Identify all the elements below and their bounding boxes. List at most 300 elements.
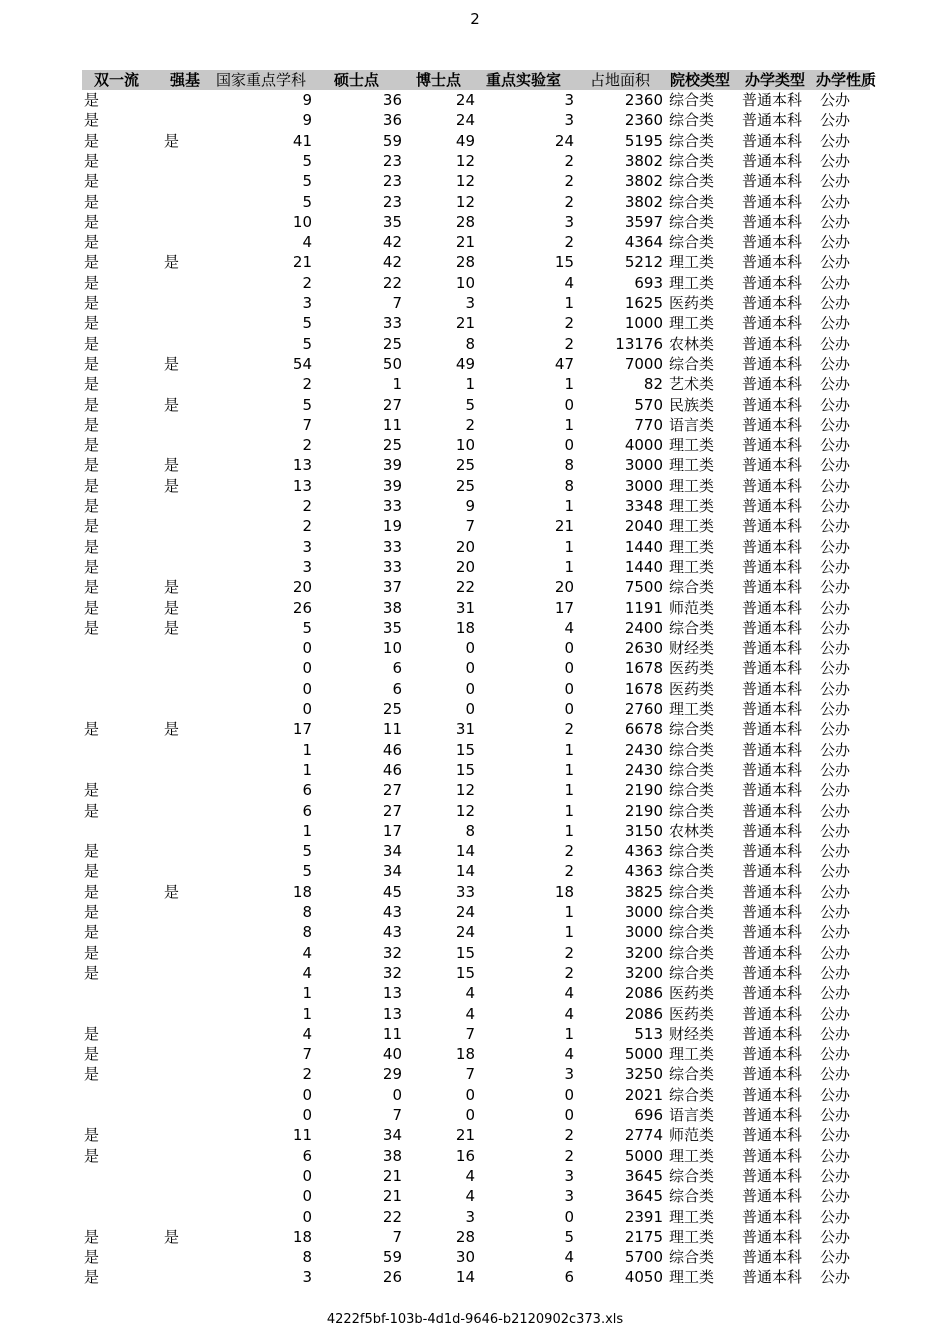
cell-double-first-class: 是: [84, 720, 100, 739]
table-row: [82, 171, 870, 191]
cell-strong-foundation: 是: [164, 882, 180, 901]
cell-double-first-class: 是: [84, 314, 100, 333]
cell-land-area: 1440: [624, 537, 663, 556]
cell-doctoral-programs: 0: [465, 639, 475, 658]
cell-double-first-class: 是: [84, 415, 100, 434]
table-row: [82, 598, 870, 618]
cell-double-first-class: [84, 1207, 124, 1227]
table-row: [82, 110, 870, 130]
cell-masters-programs: 38: [382, 598, 402, 617]
cell-doctoral-programs: 12: [455, 781, 475, 800]
cell-strong-foundation: 是: [164, 253, 180, 272]
cell-strong-foundation: [164, 1247, 204, 1267]
cell-land-area: 3200: [624, 943, 663, 962]
cell-key-labs: 21: [554, 517, 574, 536]
cell-strong-foundation: 是: [164, 456, 180, 475]
cell-key-disciplines: 1: [302, 760, 312, 779]
cell-key-disciplines: 3: [302, 294, 312, 312]
cell-doctoral-programs: 12: [455, 172, 475, 191]
cell-school-type: 普通本科: [742, 781, 803, 800]
cell-strong-foundation: [164, 1064, 204, 1084]
table-row: [82, 516, 870, 536]
cell-key-labs: 47: [554, 354, 574, 373]
table-row: [82, 415, 870, 435]
cell-key-labs: 2: [564, 151, 574, 170]
cell-school-type: 普通本科: [742, 618, 803, 637]
cell-school-type: 普通本科: [742, 1045, 803, 1064]
cell-double-first-class: 是: [84, 1126, 100, 1145]
cell-land-area: 5000: [624, 1045, 663, 1064]
table-row: [82, 1085, 870, 1105]
cell-strong-foundation: [164, 334, 204, 354]
cell-masters-programs: 19: [382, 517, 402, 536]
cell-key-disciplines: 0: [302, 1085, 312, 1104]
cell-masters-programs: 29: [382, 1065, 402, 1084]
header-strong-foundation: 强基: [170, 71, 201, 89]
header-school-nature: 办学性质: [816, 71, 877, 89]
cell-double-first-class: 是: [84, 131, 100, 150]
cell-strong-foundation: [164, 435, 204, 455]
cell-land-area: 3645: [624, 1187, 663, 1206]
cell-school-category: 综合类: [669, 618, 715, 637]
cell-double-first-class: 是: [84, 476, 100, 495]
table-row: [82, 354, 870, 374]
cell-key-disciplines: 4: [302, 1024, 312, 1043]
table-row: [82, 882, 870, 902]
cell-school-category: 理工类: [669, 557, 715, 576]
cell-school-nature: 公办: [820, 1085, 851, 1104]
cell-double-first-class: [84, 821, 124, 841]
cell-school-type: 普通本科: [742, 1004, 803, 1023]
cell-key-labs: 0: [564, 436, 574, 455]
cell-school-category: 综合类: [669, 801, 715, 820]
cell-double-first-class: 是: [84, 436, 100, 455]
cell-key-labs: 1: [564, 903, 574, 921]
cell-school-type: 普通本科: [742, 395, 803, 414]
cell-key-disciplines: 5: [302, 618, 312, 637]
cell-school-category: 综合类: [669, 943, 715, 962]
cell-key-disciplines: 3: [302, 537, 312, 556]
cell-masters-programs: 40: [382, 1045, 402, 1064]
cell-double-first-class: 是: [84, 1268, 100, 1287]
cell-land-area: 3802: [624, 192, 663, 211]
cell-doctoral-programs: 15: [455, 943, 475, 962]
cell-school-type: 普通本科: [742, 1268, 803, 1287]
table-row: [82, 861, 870, 881]
cell-doctoral-programs: 33: [455, 882, 475, 901]
cell-masters-programs: 13: [382, 984, 402, 1003]
cell-doctoral-programs: 24: [455, 111, 475, 130]
cell-school-type: 普通本科: [742, 1065, 803, 1084]
cell-school-type: 普通本科: [742, 273, 803, 292]
cell-doctoral-programs: 12: [455, 192, 475, 211]
cell-school-nature: 公办: [820, 212, 851, 231]
cell-strong-foundation: [164, 1166, 204, 1186]
cell-key-disciplines: 2: [302, 497, 312, 515]
cell-key-disciplines: 8: [302, 1248, 312, 1267]
cell-double-first-class: 是: [84, 578, 100, 597]
cell-school-type: 普通本科: [742, 192, 803, 211]
cell-masters-programs: 59: [382, 131, 402, 150]
cell-key-labs: 0: [564, 1106, 574, 1124]
cell-land-area: 3200: [624, 963, 663, 982]
cell-school-type: 普通本科: [742, 131, 803, 150]
cell-doctoral-programs: 18: [455, 618, 475, 637]
cell-strong-foundation: 是: [164, 395, 180, 414]
cell-strong-foundation: [164, 1024, 204, 1044]
cell-masters-programs: 35: [382, 212, 402, 231]
cell-strong-foundation: 是: [164, 578, 180, 597]
cell-school-type: 普通本科: [742, 659, 803, 678]
cell-school-type: 普通本科: [742, 862, 803, 881]
cell-key-disciplines: 5: [302, 192, 312, 211]
cell-double-first-class: 是: [84, 1227, 100, 1246]
cell-key-labs: 4: [564, 618, 574, 637]
cell-doctoral-programs: 15: [455, 760, 475, 779]
cell-masters-programs: 43: [382, 903, 402, 921]
cell-land-area: 513: [634, 1024, 663, 1043]
cell-school-category: 综合类: [669, 91, 715, 109]
cell-school-nature: 公办: [820, 1004, 851, 1023]
cell-double-first-class: 是: [84, 517, 100, 536]
cell-land-area: 3000: [624, 923, 663, 942]
cell-strong-foundation: 是: [164, 476, 180, 495]
table-row: [82, 212, 870, 232]
cell-double-first-class: 是: [84, 1045, 100, 1064]
cell-school-category: 理工类: [669, 497, 715, 515]
cell-school-type: 普通本科: [742, 415, 803, 434]
table-row: [82, 252, 870, 272]
cell-strong-foundation: [164, 273, 204, 293]
cell-doctoral-programs: 21: [455, 314, 475, 333]
cell-school-nature: 公办: [820, 740, 851, 759]
page-number: 2: [470, 10, 480, 28]
cell-land-area: 5212: [624, 253, 663, 272]
cell-school-category: 理工类: [669, 1045, 715, 1064]
cell-key-disciplines: 9: [302, 91, 312, 109]
cell-doctoral-programs: 24: [455, 903, 475, 921]
cell-masters-programs: 21: [382, 1166, 402, 1185]
cell-double-first-class: 是: [84, 903, 100, 921]
cell-school-type: 普通本科: [742, 456, 803, 475]
cell-land-area: 1000: [624, 314, 663, 333]
cell-key-disciplines: 1: [302, 1004, 312, 1023]
cell-land-area: 3802: [624, 172, 663, 191]
cell-masters-programs: 23: [382, 151, 402, 170]
cell-key-disciplines: 2: [302, 375, 312, 394]
cell-key-labs: 3: [564, 1166, 574, 1185]
cell-school-nature: 公办: [820, 679, 851, 698]
cell-strong-foundation: [164, 1186, 204, 1206]
cell-masters-programs: 25: [382, 334, 402, 353]
cell-key-disciplines: 10: [292, 212, 312, 231]
cell-doctoral-programs: 1: [465, 375, 475, 394]
cell-land-area: 6678: [624, 720, 663, 739]
cell-land-area: 3150: [624, 821, 663, 840]
cell-key-labs: 1: [564, 923, 574, 942]
cell-school-category: 农林类: [669, 821, 715, 840]
cell-school-nature: 公办: [820, 1065, 851, 1084]
cell-strong-foundation: [164, 902, 204, 922]
cell-strong-foundation: [164, 679, 204, 699]
table-row: [82, 983, 870, 1003]
cell-school-type: 普通本科: [742, 212, 803, 231]
table-row: [82, 476, 870, 496]
cell-school-nature: 公办: [820, 294, 851, 312]
cell-strong-foundation: [164, 861, 204, 881]
cell-double-first-class: 是: [84, 1065, 100, 1084]
cell-land-area: 2360: [624, 111, 663, 130]
cell-masters-programs: 33: [382, 314, 402, 333]
cell-school-category: 综合类: [669, 172, 715, 191]
cell-doctoral-programs: 15: [455, 963, 475, 982]
cell-masters-programs: 34: [382, 1126, 402, 1145]
cell-land-area: 5000: [624, 1146, 663, 1165]
cell-doctoral-programs: 0: [465, 1106, 475, 1124]
cell-strong-foundation: [164, 293, 204, 313]
cell-key-labs: 4: [564, 1248, 574, 1267]
cell-key-labs: 4: [564, 1004, 574, 1023]
cell-key-disciplines: 4: [302, 233, 312, 252]
cell-strong-foundation: [164, 963, 204, 983]
cell-strong-foundation: [164, 212, 204, 232]
cell-land-area: 693: [634, 273, 663, 292]
cell-masters-programs: 45: [382, 882, 402, 901]
cell-double-first-class: [84, 1105, 124, 1125]
cell-school-category: 理工类: [669, 476, 715, 495]
cell-school-category: 理工类: [669, 1146, 715, 1165]
cell-school-nature: 公办: [820, 1106, 851, 1124]
cell-key-labs: 2: [564, 963, 574, 982]
cell-double-first-class: 是: [84, 172, 100, 191]
table-row: [82, 496, 870, 516]
cell-key-disciplines: 3: [302, 1268, 312, 1287]
cell-masters-programs: 7: [392, 1106, 402, 1124]
cell-land-area: 3348: [624, 497, 663, 515]
cell-school-category: 财经类: [669, 1024, 715, 1043]
cell-school-nature: 公办: [820, 1187, 851, 1206]
cell-double-first-class: 是: [84, 192, 100, 211]
cell-school-type: 普通本科: [742, 436, 803, 455]
cell-school-category: 综合类: [669, 963, 715, 982]
cell-school-nature: 公办: [820, 1146, 851, 1165]
cell-land-area: 2400: [624, 618, 663, 637]
cell-school-type: 普通本科: [742, 111, 803, 130]
cell-doctoral-programs: 49: [455, 131, 475, 150]
table-row: [82, 719, 870, 739]
cell-doctoral-programs: 22: [455, 578, 475, 597]
cell-school-nature: 公办: [820, 1227, 851, 1246]
cell-double-first-class: [84, 983, 124, 1003]
cell-school-type: 普通本科: [742, 151, 803, 170]
cell-strong-foundation: 是: [164, 1227, 180, 1246]
cell-school-type: 普通本科: [742, 740, 803, 759]
cell-school-category: 语言类: [669, 1106, 715, 1124]
cell-key-disciplines: 5: [302, 314, 312, 333]
header-double-first-class: 双一流: [94, 71, 140, 89]
cell-land-area: 4050: [624, 1268, 663, 1287]
cell-key-disciplines: 6: [302, 781, 312, 800]
table-row: [82, 395, 870, 415]
cell-masters-programs: 11: [382, 1024, 402, 1043]
cell-school-nature: 公办: [820, 1024, 851, 1043]
cell-key-disciplines: 5: [302, 172, 312, 191]
table-row: [82, 232, 870, 252]
cell-school-category: 综合类: [669, 233, 715, 252]
cell-strong-foundation: [164, 171, 204, 191]
cell-land-area: 2774: [624, 1126, 663, 1145]
cell-land-area: 2430: [624, 740, 663, 759]
cell-double-first-class: 是: [84, 557, 100, 576]
cell-key-labs: 2: [564, 334, 574, 353]
table-row: [82, 740, 870, 760]
cell-masters-programs: 39: [382, 456, 402, 475]
cell-key-labs: 3: [564, 91, 574, 109]
table-row: [82, 90, 870, 110]
cell-key-labs: 1: [564, 801, 574, 820]
cell-key-labs: 1: [564, 740, 574, 759]
cell-land-area: 7500: [624, 578, 663, 597]
cell-doctoral-programs: 12: [455, 151, 475, 170]
cell-masters-programs: 0: [392, 1085, 402, 1104]
cell-key-disciplines: 54: [292, 354, 312, 373]
cell-land-area: 2360: [624, 91, 663, 109]
cell-strong-foundation: [164, 1267, 204, 1287]
cell-masters-programs: 10: [382, 639, 402, 658]
cell-school-type: 普通本科: [742, 172, 803, 191]
cell-key-disciplines: 5: [302, 151, 312, 170]
cell-strong-foundation: [164, 1105, 204, 1125]
cell-doctoral-programs: 31: [455, 598, 475, 617]
cell-masters-programs: 34: [382, 862, 402, 881]
cell-key-disciplines: 8: [302, 903, 312, 921]
cell-land-area: 2430: [624, 760, 663, 779]
cell-doctoral-programs: 10: [455, 273, 475, 292]
cell-school-nature: 公办: [820, 1126, 851, 1145]
cell-school-category: 理工类: [669, 537, 715, 556]
cell-school-category: 综合类: [669, 1065, 715, 1084]
cell-masters-programs: 22: [382, 273, 402, 292]
cell-double-first-class: 是: [84, 334, 100, 353]
cell-school-nature: 公办: [820, 821, 851, 840]
cell-key-labs: 1: [564, 537, 574, 556]
cell-school-nature: 公办: [820, 598, 851, 617]
cell-land-area: 3000: [624, 456, 663, 475]
cell-school-nature: 公办: [820, 233, 851, 252]
cell-doctoral-programs: 28: [455, 1227, 475, 1246]
cell-key-labs: 0: [564, 1207, 574, 1226]
cell-masters-programs: 33: [382, 557, 402, 576]
cell-school-type: 普通本科: [742, 679, 803, 698]
cell-land-area: 1440: [624, 557, 663, 576]
cell-key-labs: 1: [564, 557, 574, 576]
cell-school-category: 综合类: [669, 131, 715, 150]
cell-doctoral-programs: 2: [465, 415, 475, 434]
cell-masters-programs: 35: [382, 618, 402, 637]
cell-land-area: 2190: [624, 801, 663, 820]
cell-doctoral-programs: 14: [455, 842, 475, 861]
header-land-area: 占地面积: [590, 71, 651, 89]
table-row: [82, 760, 870, 780]
cell-school-nature: 公办: [820, 923, 851, 942]
cell-double-first-class: [84, 1004, 124, 1024]
cell-double-first-class: 是: [84, 537, 100, 556]
cell-key-labs: 1: [564, 375, 574, 394]
cell-doctoral-programs: 12: [455, 801, 475, 820]
cell-school-category: 艺术类: [669, 375, 715, 394]
cell-masters-programs: 11: [382, 415, 402, 434]
cell-strong-foundation: [164, 801, 204, 821]
cell-school-nature: 公办: [820, 517, 851, 536]
table-row: [82, 1105, 870, 1125]
cell-strong-foundation: 是: [164, 598, 180, 617]
cell-double-first-class: 是: [84, 151, 100, 170]
cell-strong-foundation: [164, 1146, 204, 1166]
cell-school-nature: 公办: [820, 760, 851, 779]
cell-key-disciplines: 20: [292, 578, 312, 597]
cell-school-type: 普通本科: [742, 517, 803, 536]
cell-doctoral-programs: 0: [465, 700, 475, 718]
cell-school-type: 普通本科: [742, 923, 803, 942]
cell-school-category: 理工类: [669, 1227, 715, 1246]
cell-doctoral-programs: 7: [465, 1024, 475, 1043]
cell-key-labs: 18: [554, 882, 574, 901]
cell-doctoral-programs: 21: [455, 1126, 475, 1145]
cell-school-category: 理工类: [669, 273, 715, 292]
cell-land-area: 696: [634, 1106, 663, 1124]
cell-key-disciplines: 13: [292, 456, 312, 475]
cell-land-area: 4000: [624, 436, 663, 455]
cell-double-first-class: [84, 1085, 124, 1105]
cell-masters-programs: 37: [382, 578, 402, 597]
cell-key-labs: 4: [564, 273, 574, 292]
cell-key-disciplines: 0: [302, 700, 312, 718]
cell-doctoral-programs: 7: [465, 517, 475, 536]
cell-land-area: 3802: [624, 151, 663, 170]
cell-double-first-class: 是: [84, 842, 100, 861]
cell-school-type: 普通本科: [742, 334, 803, 353]
cell-strong-foundation: [164, 374, 204, 394]
table-row: [82, 577, 870, 597]
cell-key-labs: 0: [564, 639, 574, 658]
cell-doctoral-programs: 24: [455, 91, 475, 109]
cell-school-nature: 公办: [820, 1268, 851, 1287]
cell-school-nature: 公办: [820, 1248, 851, 1267]
table-row: [82, 658, 870, 678]
cell-school-type: 普通本科: [742, 375, 803, 394]
cell-land-area: 2760: [624, 700, 663, 718]
cell-strong-foundation: [164, 1044, 204, 1064]
cell-strong-foundation: [164, 1085, 204, 1105]
cell-masters-programs: 46: [382, 740, 402, 759]
cell-key-disciplines: 6: [302, 1146, 312, 1165]
cell-school-nature: 公办: [820, 801, 851, 820]
cell-school-nature: 公办: [820, 1207, 851, 1226]
cell-school-type: 普通本科: [742, 557, 803, 576]
cell-strong-foundation: [164, 943, 204, 963]
table-row: [82, 151, 870, 171]
cell-key-disciplines: 6: [302, 801, 312, 820]
cell-school-category: 医药类: [669, 1004, 715, 1023]
cell-land-area: 3000: [624, 903, 663, 921]
cell-strong-foundation: [164, 658, 204, 678]
cell-doctoral-programs: 21: [455, 233, 475, 252]
cell-key-disciplines: 17: [292, 720, 312, 739]
cell-school-nature: 公办: [820, 862, 851, 881]
cell-school-nature: 公办: [820, 354, 851, 373]
cell-school-type: 普通本科: [742, 1146, 803, 1165]
cell-key-disciplines: 2: [302, 273, 312, 292]
